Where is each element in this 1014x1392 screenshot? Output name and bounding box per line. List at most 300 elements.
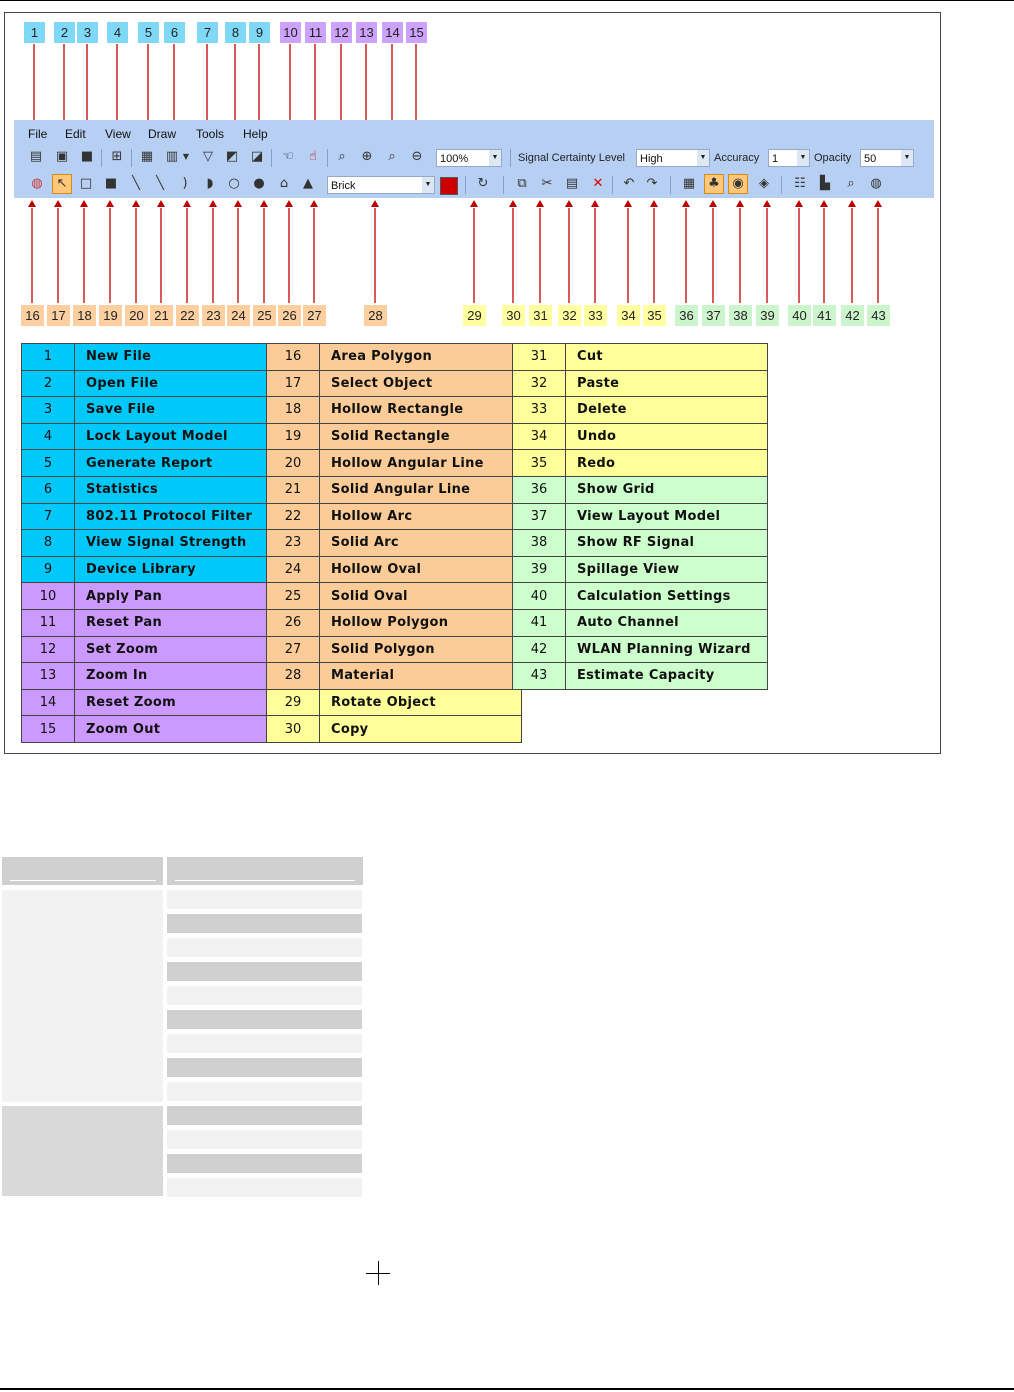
legend-label: 802.11 Protocol Filter — [75, 503, 277, 530]
legend-row — [267, 344, 522, 371]
placeholder-header-rule — [175, 880, 355, 881]
legend-number: 24 — [267, 556, 320, 583]
callout-badge-34: 34 — [617, 305, 640, 326]
legend-number: 33 — [513, 397, 566, 424]
legend-number: 6 — [22, 476, 75, 503]
legend-number: 13 — [22, 663, 75, 690]
legend-label: Save File — [75, 397, 277, 424]
callout-arrow-head-21 — [157, 200, 165, 207]
legend-number: 4 — [22, 423, 75, 450]
statistics-icon[interactable]: ▥ — [165, 149, 179, 164]
legend-row — [22, 450, 277, 477]
legend-label: Show RF Signal — [566, 530, 768, 557]
callout-badge-33: 33 — [584, 305, 607, 326]
legend-label: Hollow Arc — [320, 503, 522, 530]
separator — [131, 149, 132, 167]
menu-edit[interactable]: Edit — [65, 127, 86, 141]
legend-row — [267, 476, 522, 503]
legend-row — [513, 556, 768, 583]
callout-badge-36: 36 — [675, 305, 698, 326]
signal-certainty-select[interactable] — [636, 149, 710, 167]
legend-number: 36 — [513, 476, 566, 503]
menu-file[interactable]: File — [28, 127, 48, 141]
legend-row — [22, 370, 277, 397]
legend-row — [513, 583, 768, 610]
legend-row — [267, 689, 522, 716]
paste-icon[interactable]: ▤ — [565, 176, 579, 191]
placeholder-row-cell — [167, 1010, 362, 1029]
new-file-icon[interactable]: ▤ — [29, 149, 43, 164]
legend-number: 35 — [513, 450, 566, 477]
lock-layout-icon[interactable]: ⊞ — [111, 149, 123, 164]
legend-number: 32 — [513, 370, 566, 397]
placeholder-group-cell — [2, 1106, 163, 1196]
separator — [612, 176, 613, 194]
placeholder-header-rule — [10, 880, 156, 881]
legend-row — [22, 397, 277, 424]
material-value: Brick — [331, 180, 356, 192]
legend-table-3 — [512, 343, 768, 690]
callout-arrow-head-23 — [209, 200, 217, 207]
legend-row — [267, 583, 522, 610]
legend-label: Calculation Settings — [566, 583, 768, 610]
legend-label: Estimate Capacity — [566, 663, 768, 690]
callout-arrow-head-33 — [591, 200, 599, 207]
legend-label: Zoom Out — [75, 716, 277, 743]
rf-signal-icon[interactable]: ◉ — [728, 174, 748, 194]
legend-row — [22, 530, 277, 557]
legend-row — [22, 636, 277, 663]
legend-row — [22, 556, 277, 583]
callout-badge-27: 27 — [303, 305, 326, 326]
hollow-line-icon[interactable]: ╲ — [132, 176, 140, 191]
set-zoom-icon[interactable]: ⌕ — [338, 149, 346, 164]
legend-number: 9 — [22, 556, 75, 583]
legend-number: 40 — [513, 583, 566, 610]
callout-arrow-head-43 — [874, 200, 882, 207]
callout-arrow-head-42 — [848, 200, 856, 207]
legend-row — [22, 716, 277, 743]
solid-oval-icon[interactable]: ● — [253, 176, 265, 191]
legend-label: Solid Angular Line — [320, 476, 522, 503]
callout-arrow-head-24 — [234, 200, 242, 207]
chevron-down-icon[interactable]: ▼ — [182, 152, 190, 161]
device-library-icon[interactable]: ◪ — [250, 149, 264, 164]
spillage-icon[interactable]: ◈ — [759, 176, 769, 191]
callout-arrow-head-19 — [106, 200, 114, 207]
placeholder-row-cell — [167, 1034, 362, 1053]
toolbar-screenshot — [14, 120, 934, 198]
legend-label: Area Polygon — [320, 344, 522, 371]
callout-arrow-head-27 — [310, 200, 318, 207]
callout-badge-17: 17 — [47, 305, 70, 326]
callout-badge-5: 5 — [138, 22, 159, 43]
legend-number: 8 — [22, 530, 75, 557]
solid-arc-icon[interactable]: ◗ — [206, 176, 214, 191]
chevron-down-icon: ▼ — [489, 150, 501, 166]
legend-label: Rotate Object — [320, 689, 522, 716]
callout-badge-28: 28 — [364, 305, 387, 326]
callout-badge-35: 35 — [643, 305, 666, 326]
callout-badge-9: 9 — [249, 22, 270, 43]
legend-row — [267, 663, 522, 690]
legend-row — [513, 609, 768, 636]
toolbar-row-2 — [14, 174, 934, 200]
callout-badge-18: 18 — [73, 305, 96, 326]
legend-number: 37 — [513, 503, 566, 530]
solid-polygon-icon[interactable]: ▲ — [303, 176, 313, 191]
separator — [503, 176, 504, 194]
hollow-arc-icon[interactable]: ) — [182, 176, 188, 191]
solid-line-icon[interactable]: ╲ — [156, 176, 164, 191]
placeholder-row-cell — [167, 1154, 362, 1173]
zoom-value: 100% — [440, 153, 469, 165]
copy-icon[interactable]: ⧉ — [517, 176, 527, 191]
undo-icon[interactable]: ↶ — [623, 176, 635, 191]
legend-label: Reset Zoom — [75, 689, 277, 716]
callout-arrow-head-29 — [470, 200, 478, 207]
legend-label: Hollow Polygon — [320, 609, 522, 636]
legend-row — [22, 344, 277, 371]
legend-number: 28 — [267, 663, 320, 690]
placeholder-row-cell — [167, 1058, 362, 1077]
estimate-capacity-icon[interactable]: ◍ — [870, 176, 882, 191]
legend-number: 18 — [267, 397, 320, 424]
legend-label: Redo — [566, 450, 768, 477]
layout-model-icon[interactable]: ♣ — [704, 174, 724, 194]
legend-row — [22, 663, 277, 690]
legend-row — [267, 530, 522, 557]
legend-label: Hollow Angular Line — [320, 450, 522, 477]
accuracy-value: 1 — [772, 153, 779, 165]
legend-label: Reset Pan — [75, 609, 277, 636]
opacity-select[interactable] — [860, 149, 914, 167]
placeholder-row-cell — [167, 986, 362, 1005]
legend-label: Undo — [566, 423, 768, 450]
opacity-value: 50 — [864, 153, 877, 165]
legend-table-1 — [21, 343, 277, 743]
callout-badge-41: 41 — [813, 305, 836, 326]
delete-icon[interactable]: ✕ — [592, 176, 604, 191]
filter-icon[interactable]: ▽ — [203, 149, 213, 164]
legend-row — [267, 397, 522, 424]
save-file-icon[interactable]: ■ — [80, 149, 94, 164]
legend-number: 39 — [513, 556, 566, 583]
separator — [327, 149, 328, 167]
callout-badge-21: 21 — [150, 305, 173, 326]
legend-row — [513, 397, 768, 424]
menu-draw[interactable]: Draw — [148, 127, 177, 141]
callout-arrow-head-38 — [736, 200, 744, 207]
accuracy-select[interactable] — [768, 149, 810, 167]
legend-number: 20 — [267, 450, 320, 477]
callout-badge-10: 10 — [280, 22, 301, 43]
legend-label: Solid Oval — [320, 583, 522, 610]
legend-number: 41 — [513, 609, 566, 636]
legend-number: 15 — [22, 716, 75, 743]
legend-number: 30 — [267, 716, 320, 743]
legend-label: Apply Pan — [75, 583, 277, 610]
callout-badge-3: 3 — [77, 22, 98, 43]
rotate-icon[interactable]: ↻ — [477, 176, 489, 191]
callout-badge-38: 38 — [729, 305, 752, 326]
callout-badge-24: 24 — [227, 305, 250, 326]
callout-arrow-head-18 — [80, 200, 88, 207]
report-icon[interactable]: ▦ — [140, 149, 154, 164]
legend-row — [513, 423, 768, 450]
legend-label: Spillage View — [566, 556, 768, 583]
crosshair-mark — [378, 1261, 379, 1285]
callout-badge-30: 30 — [502, 305, 525, 326]
callout-arrow-head-32 — [565, 200, 573, 207]
legend-number: 22 — [267, 503, 320, 530]
legend-row — [513, 370, 768, 397]
separator — [271, 149, 272, 167]
bottom-rule — [0, 1388, 1014, 1390]
callout-badge-23: 23 — [202, 305, 225, 326]
zoom-out-icon[interactable]: ⊖ — [411, 149, 423, 164]
menu-bar — [14, 123, 934, 145]
auto-channel-icon[interactable]: ▙ — [820, 176, 830, 191]
reset-zoom-icon[interactable]: ⌕ — [388, 149, 396, 164]
legend-row — [22, 503, 277, 530]
legend-row — [267, 609, 522, 636]
legend-row — [267, 370, 522, 397]
callout-arrow-head-16 — [28, 200, 36, 207]
legend-label: Paste — [566, 370, 768, 397]
menu-view[interactable]: View — [105, 127, 131, 141]
callout-badge-12: 12 — [331, 22, 352, 43]
solid-rectangle-icon[interactable]: ■ — [104, 176, 118, 191]
area-polygon-icon[interactable]: ◍ — [31, 176, 43, 191]
pan-hand-icon[interactable]: ☜ — [282, 149, 294, 164]
callout-arrow-head-28 — [371, 200, 379, 207]
callout-arrow-head-31 — [536, 200, 544, 207]
legend-label: Generate Report — [75, 450, 277, 477]
chevron-down-icon: ▼ — [797, 150, 809, 166]
legend-number: 11 — [22, 609, 75, 636]
legend-row — [513, 344, 768, 371]
legend-number: 3 — [22, 397, 75, 424]
callout-badge-39: 39 — [756, 305, 779, 326]
callout-badge-43: 43 — [867, 305, 890, 326]
callout-badge-6: 6 — [164, 22, 185, 43]
separator — [465, 176, 466, 194]
legend-label: Solid Polygon — [320, 636, 522, 663]
legend-label: Auto Channel — [566, 609, 768, 636]
callout-badge-40: 40 — [788, 305, 811, 326]
callout-badge-14: 14 — [382, 22, 403, 43]
callout-arrow-head-20 — [132, 200, 140, 207]
placeholder-row-cell — [167, 890, 362, 909]
callout-arrow-head-40 — [795, 200, 803, 207]
legend-label: New File — [75, 344, 277, 371]
accuracy-label: Accuracy — [714, 152, 760, 164]
open-file-icon[interactable]: ▣ — [55, 149, 69, 164]
hollow-oval-icon[interactable]: ○ — [228, 176, 240, 191]
callout-arrow-head-36 — [682, 200, 690, 207]
legend-number: 31 — [513, 344, 566, 371]
legend-row — [513, 503, 768, 530]
legend-row — [513, 476, 768, 503]
legend-number: 27 — [267, 636, 320, 663]
legend-label: Solid Rectangle — [320, 423, 522, 450]
legend-label: Copy — [320, 716, 522, 743]
toolbar-row-1 — [14, 147, 934, 173]
legend-label: Solid Arc — [320, 530, 522, 557]
callout-badge-11: 11 — [305, 22, 326, 43]
wlan-wizard-icon[interactable]: ⌕ — [847, 176, 855, 191]
select-arrow-icon[interactable]: ↖ — [52, 174, 72, 194]
chevron-down-icon: ▼ — [422, 177, 434, 193]
callout-badge-2: 2 — [54, 22, 75, 43]
legend-row — [22, 609, 277, 636]
separator — [781, 176, 782, 194]
legend-label: Open File — [75, 370, 277, 397]
legend-row — [22, 423, 277, 450]
signal-certainty-value: High — [640, 153, 663, 165]
legend-label: Device Library — [75, 556, 277, 583]
hollow-polygon-icon[interactable]: ⌂ — [279, 176, 289, 191]
legend-number: 21 — [267, 476, 320, 503]
callout-badge-42: 42 — [841, 305, 864, 326]
legend-label: Show Grid — [566, 476, 768, 503]
legend-label: Delete — [566, 397, 768, 424]
legend-number: 7 — [22, 503, 75, 530]
legend-number: 5 — [22, 450, 75, 477]
callout-badge-37: 37 — [702, 305, 725, 326]
placeholder-row-cell — [167, 1082, 362, 1101]
legend-label: Hollow Rectangle — [320, 397, 522, 424]
callout-badge-19: 19 — [99, 305, 122, 326]
callout-badge-26: 26 — [278, 305, 301, 326]
legend-row — [513, 530, 768, 557]
legend-label: Material — [320, 663, 522, 690]
legend-row — [513, 636, 768, 663]
callout-badge-15: 15 — [406, 22, 427, 43]
legend-number: 26 — [267, 609, 320, 636]
callout-badge-31: 31 — [529, 305, 552, 326]
legend-row — [22, 689, 277, 716]
legend-number: 19 — [267, 423, 320, 450]
zoom-in-icon[interactable]: ⊕ — [361, 149, 373, 164]
material-color-swatch[interactable] — [440, 177, 458, 195]
legend-row — [513, 450, 768, 477]
legend-label: Lock Layout Model — [75, 423, 277, 450]
callout-arrow-head-30 — [509, 200, 517, 207]
callout-arrow-head-26 — [285, 200, 293, 207]
grid-icon[interactable]: ▦ — [682, 176, 696, 191]
legend-row — [267, 556, 522, 583]
legend-number: 38 — [513, 530, 566, 557]
legend-number: 43 — [513, 663, 566, 690]
legend-label: Cut — [566, 344, 768, 371]
legend-table-2 — [266, 343, 522, 743]
legend-number: 17 — [267, 370, 320, 397]
callout-badge-32: 32 — [558, 305, 581, 326]
callout-badge-29: 29 — [463, 305, 486, 326]
legend-label: Select Object — [320, 370, 522, 397]
legend-number: 1 — [22, 344, 75, 371]
hollow-rectangle-icon[interactable]: □ — [79, 176, 93, 191]
legend-row — [267, 423, 522, 450]
legend-label: WLAN Planning Wizard — [566, 636, 768, 663]
signal-certainty-label: Signal Certainty Level — [518, 152, 626, 164]
legend-label: Statistics — [75, 476, 277, 503]
separator — [101, 149, 102, 167]
opacity-label: Opacity — [814, 152, 852, 164]
callout-arrow-head-37 — [709, 200, 717, 207]
legend-row — [267, 716, 522, 743]
placeholder-row-cell — [167, 914, 362, 933]
callout-arrow-head-34 — [624, 200, 632, 207]
legend-number: 23 — [267, 530, 320, 557]
legend-number: 2 — [22, 370, 75, 397]
legend-number: 42 — [513, 636, 566, 663]
legend-number: 10 — [22, 583, 75, 610]
redo-icon[interactable]: ↷ — [646, 176, 658, 191]
placeholder-row-cell — [167, 1130, 362, 1149]
material-select[interactable] — [327, 176, 435, 194]
placeholder-group-cell — [2, 890, 163, 1102]
legend-number: 14 — [22, 689, 75, 716]
legend-row — [267, 450, 522, 477]
legend-row — [267, 636, 522, 663]
callout-arrow-head-41 — [820, 200, 828, 207]
legend-label: View Signal Strength — [75, 530, 277, 557]
legend-number: 25 — [267, 583, 320, 610]
legend-number: 12 — [22, 636, 75, 663]
placeholder-row-cell — [167, 1106, 362, 1125]
cut-icon[interactable]: ✂ — [541, 176, 553, 191]
callout-badge-22: 22 — [176, 305, 199, 326]
callout-arrow-head-17 — [54, 200, 62, 207]
callout-badge-25: 25 — [253, 305, 276, 326]
menu-help[interactable]: Help — [243, 127, 268, 141]
legend-row — [267, 503, 522, 530]
legend-row — [22, 476, 277, 503]
zoom-select[interactable] — [436, 149, 502, 167]
separator — [510, 149, 511, 167]
legend-number: 34 — [513, 423, 566, 450]
signal-strength-icon[interactable]: ◩ — [225, 149, 239, 164]
legend-number: 16 — [267, 344, 320, 371]
callout-badge-4: 4 — [107, 22, 128, 43]
legend-label: View Layout Model — [566, 503, 768, 530]
legend-label: Hollow Oval — [320, 556, 522, 583]
callout-arrow-head-22 — [183, 200, 191, 207]
callout-badge-13: 13 — [356, 22, 377, 43]
callout-arrow-head-25 — [260, 200, 268, 207]
legend-row — [22, 583, 277, 610]
legend-row — [513, 663, 768, 690]
callout-arrow-head-35 — [650, 200, 658, 207]
calculation-settings-icon[interactable]: ☷ — [794, 176, 806, 191]
callout-badge-8: 8 — [225, 22, 246, 43]
callout-badge-1: 1 — [24, 22, 45, 43]
legend-label: Set Zoom — [75, 636, 277, 663]
placeholder-row-cell — [167, 938, 362, 957]
placeholder-row-cell — [167, 962, 362, 981]
callout-badge-16: 16 — [21, 305, 44, 326]
chevron-down-icon: ▼ — [901, 150, 913, 166]
callout-badge-7: 7 — [197, 22, 218, 43]
callout-badge-20: 20 — [125, 305, 148, 326]
menu-tools[interactable]: Tools — [196, 127, 225, 141]
chevron-down-icon: ▼ — [697, 150, 709, 166]
separator — [670, 176, 671, 194]
reset-pan-icon[interactable]: ☝ — [309, 149, 317, 164]
